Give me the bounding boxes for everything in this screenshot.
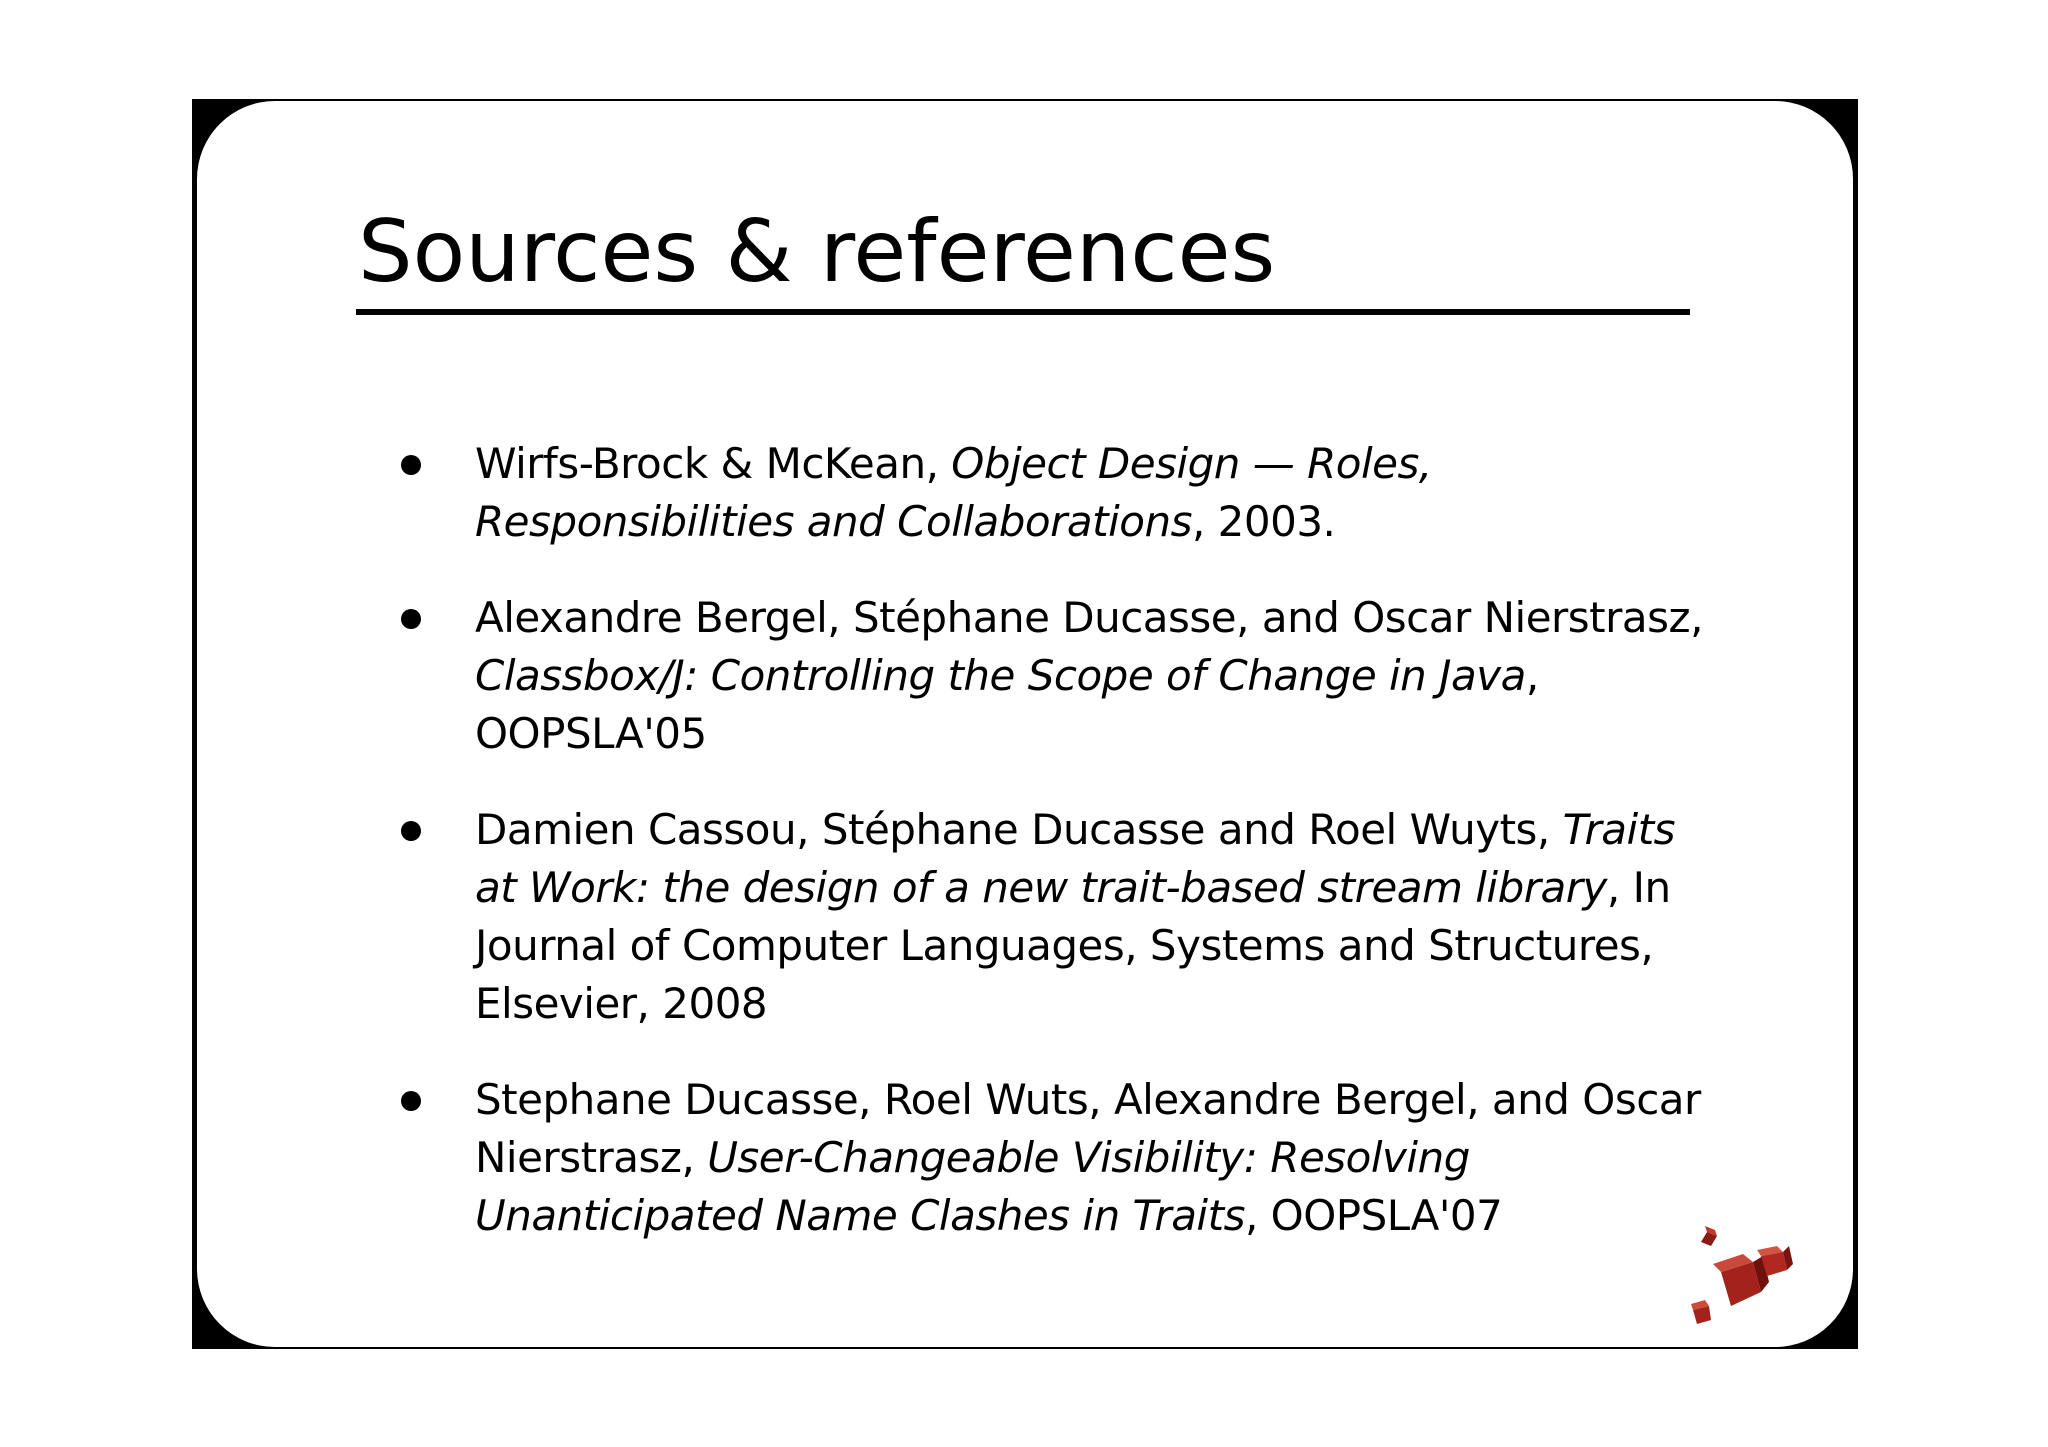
reference-venue: , OOPSLA'05: [475, 651, 1539, 758]
reference-venue: , 2003.: [1191, 497, 1336, 546]
bullet-icon: [401, 1091, 421, 1111]
reference-authors: Damien Cassou, Stéphane Ducasse and Roel Wuyts,: [475, 805, 1563, 854]
bullet-icon: [401, 609, 421, 629]
title-underline: [356, 309, 1690, 315]
reference-authors: Stephane Ducasse, Roel Wuts, Alexandre Bergel, and Oscar Nierstrasz,: [475, 1075, 1701, 1182]
reference-work-title: User-Changeable Visibility: Resolving Unanticipated Name Clashes in Traits: [475, 1133, 1470, 1240]
reference-authors: Alexandre Bergel, Stéphane Ducasse, and Oscar Nierstrasz,: [475, 593, 1703, 642]
reference-work-title: Traits at Work: the design of a new trait-based stream library: [475, 805, 1676, 912]
slide: [197, 101, 1853, 1347]
red-cubes-logo-icon: [1687, 1226, 1807, 1336]
reference-list: [475, 435, 1705, 1283]
reference-venue: , OOPSLA'07: [1244, 1191, 1503, 1240]
bottom-cube-icon: [1691, 1300, 1711, 1324]
bullet-icon: [401, 455, 421, 475]
small-cube-icon: [1701, 1226, 1717, 1246]
reference-item: [475, 1071, 1705, 1245]
reference-authors: Wirfs-Brock & McKean,: [475, 439, 952, 488]
reference-item: [475, 435, 1705, 551]
reference-work-title: Classbox/J: Controlling the Scope of Change in Java: [475, 651, 1526, 700]
reference-item: [475, 589, 1705, 763]
slide-title: Sources & references: [358, 202, 1276, 302]
bullet-icon: [401, 821, 421, 841]
reference-work-title: Object Design — Roles, Responsibilities and Collaborations: [475, 439, 1432, 546]
reference-item: [475, 801, 1705, 1033]
large-cube-icon: [1713, 1254, 1769, 1306]
reference-venue: , In Journal of Computer Languages, Systems and Structures, Elsevier, 2008: [475, 863, 1671, 1028]
